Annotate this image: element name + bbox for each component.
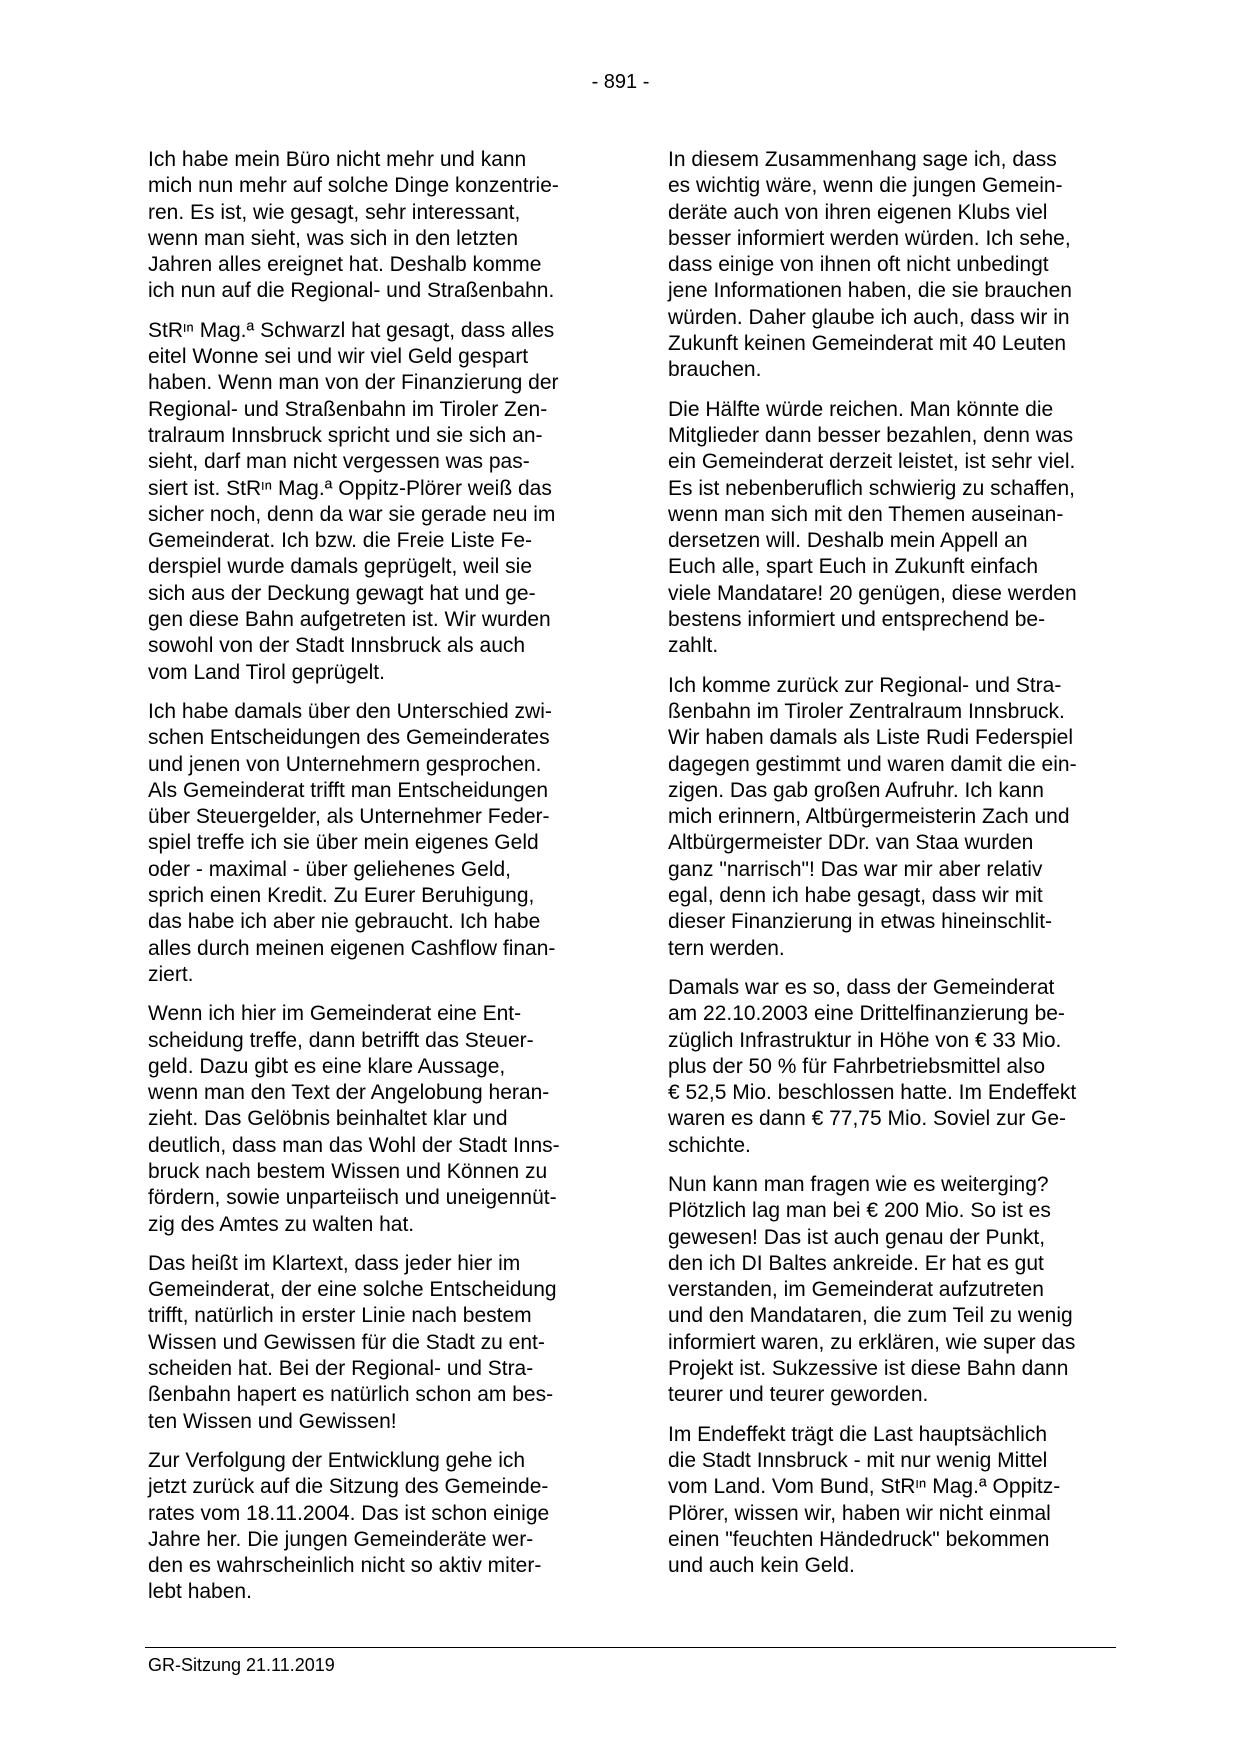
text-line: Wir haben damals als Liste Rudi Federspiel bbox=[668, 726, 1074, 750]
text-line: jetzt zurück auf die Sitzung des Gemeinde- bbox=[148, 1475, 549, 1499]
text-line: Plörer, wissen wir, haben wir nicht einmal bbox=[668, 1501, 1051, 1525]
text-line: und jenen von Unternehmern gesprochen. bbox=[148, 752, 542, 776]
text-line: Zur Verfolgung der Entwicklung gehe ich bbox=[148, 1448, 526, 1472]
text-line: vom Land Tirol geprügelt. bbox=[148, 660, 385, 684]
text-line: den es wahrscheinlich nicht so aktiv miter- bbox=[148, 1554, 542, 1578]
text-line: es wichtig wäre, wenn die jungen Gemein- bbox=[668, 174, 1063, 198]
text-line: die Stadt Innsbruck - mit nur wenig Mittel bbox=[668, 1448, 1048, 1472]
text-line: sowohl von der Stadt Innsbruck als auch bbox=[148, 634, 526, 658]
text-line: dagegen gestimmt und waren damit die ein- bbox=[668, 752, 1077, 776]
text-line: zigen. Das gab großen Aufruhr. Ich kann bbox=[668, 778, 1044, 802]
text-line: plus der 50 % für Fahrbetriebsmittel also bbox=[668, 1054, 1046, 1078]
text-line: vom Land. Vom Bund, StRᶦⁿ Mag.ª Oppitz- bbox=[668, 1475, 1061, 1499]
text-line: viele Mandatare! 20 genügen, diese werden bbox=[668, 581, 1077, 605]
text-line: schen Entscheidungen des Gemeinderates bbox=[148, 726, 550, 750]
text-line: Wissen und Gewissen für die Stadt zu ent- bbox=[148, 1330, 545, 1354]
text-line: ein Gemeinderat derzeit leistet, ist sehr viel. bbox=[668, 450, 1076, 474]
text-line: € 52,5 Mio. beschlossen hatte. Im Endeffekt bbox=[668, 1081, 1077, 1105]
text-line: mich nun mehr auf solche Dinge konzentrie- bbox=[148, 174, 559, 198]
footer-session-label: GR-Sitzung 21.11.2019 bbox=[148, 1655, 335, 1675]
text-line: gen diese Bahn aufgetreten ist. Wir wurden bbox=[148, 608, 551, 632]
page-number: - 891 - bbox=[591, 71, 650, 93]
text-line: ßenbahn im Tiroler Zentralraum Innsbruck. bbox=[668, 699, 1065, 723]
paragraph bbox=[668, 1422, 1120, 1580]
paragraph bbox=[668, 975, 1120, 1159]
right-column bbox=[668, 147, 1120, 1592]
text-line: am 22.10.2003 eine Drittelfinanzierung be- bbox=[668, 1002, 1065, 1026]
text-line: Die Hälfte würde reichen. Man könnte die bbox=[668, 397, 1054, 421]
text-line: Jahren alles ereignet hat. Deshalb komme bbox=[148, 253, 542, 277]
text-line: ten Wissen und Gewissen! bbox=[148, 1409, 397, 1433]
text-line: einen "feuchten Händedruck" bekommen bbox=[668, 1527, 1050, 1551]
text-line: ßenbahn hapert es natürlich schon am bes- bbox=[148, 1383, 554, 1407]
text-line: verstanden, im Gemeinderat aufzutreten bbox=[668, 1278, 1044, 1302]
text-line: spiel treffe ich sie über mein eigenes Geld bbox=[148, 831, 539, 855]
text-line: Nun kann man fragen wie es weiterging? bbox=[668, 1172, 1049, 1196]
text-line: deutlich, dass man das Wohl der Stadt Inns- bbox=[148, 1133, 560, 1157]
text-line: waren es dann € 77,75 Mio. Soviel zur Ge- bbox=[668, 1107, 1067, 1131]
text-line: Mitglieder dann besser bezahlen, denn was bbox=[668, 423, 1074, 447]
text-line: trifft, natürlich in erster Linie nach bestem bbox=[148, 1304, 532, 1328]
paragraph bbox=[148, 699, 600, 988]
text-line: mich erinnern, Altbürgermeisterin Zach und bbox=[668, 805, 1070, 829]
text-line: ziert. bbox=[148, 962, 194, 986]
text-line: siert ist. StRᶦⁿ Mag.ª Oppitz-Plörer weiß das bbox=[148, 476, 552, 500]
footer-divider bbox=[145, 1647, 1116, 1648]
text-line: gewesen! Das ist auch genau der Punkt, bbox=[668, 1225, 1046, 1249]
text-line: bestens informiert und entsprechend be- bbox=[668, 608, 1046, 632]
paragraph bbox=[668, 673, 1120, 962]
text-line: geld. Dazu gibt es eine klare Aussage, bbox=[148, 1054, 506, 1078]
paragraph bbox=[148, 1251, 600, 1435]
text-line: ganz "narrisch"! Das war mir aber relativ bbox=[668, 857, 1043, 881]
text-line: rates vom 18.11.2004. Das ist schon einige bbox=[148, 1501, 550, 1525]
text-line: zahlt. bbox=[668, 634, 719, 658]
text-line: wenn man sieht, was sich in den letzten bbox=[148, 226, 519, 250]
text-line: züglich Infrastruktur in Höhe von € 33 Mio. bbox=[668, 1028, 1062, 1052]
text-line: sieht, darf man nicht vergessen was pas- bbox=[148, 450, 530, 474]
text-line: Gemeinderat. Ich bzw. die Freie Liste Fe- bbox=[148, 529, 532, 553]
text-line: Altbürgermeister DDr. van Staa wurden bbox=[668, 831, 1034, 855]
text-line: Regional- und Straßenbahn im Tiroler Zen- bbox=[148, 397, 548, 421]
text-line: oder - maximal - über geliehenes Geld, bbox=[148, 857, 512, 881]
text-line: Ich komme zurück zur Regional- und Stra- bbox=[668, 673, 1062, 697]
paragraph bbox=[148, 147, 600, 305]
text-line: Ich habe mein Büro nicht mehr und kann bbox=[148, 148, 527, 171]
text-line: Als Gemeinderat trifft man Entscheidungen bbox=[148, 778, 548, 802]
paragraph bbox=[148, 1001, 600, 1238]
text-line: ren. Es ist, wie gesagt, sehr interessant, bbox=[148, 200, 521, 224]
text-line: sicher noch, denn da war sie gerade neu im bbox=[148, 502, 556, 526]
text-line: Zukunft keinen Gemeinderat mit 40 Leuten bbox=[668, 332, 1067, 356]
paragraph bbox=[668, 397, 1120, 660]
text-line: derspiel wurde damals geprügelt, weil sie bbox=[148, 555, 533, 579]
text-line: Gemeinderat, der eine solche Entscheidung bbox=[148, 1278, 557, 1302]
text-line: wenn man sich mit den Themen auseinan- bbox=[668, 502, 1064, 526]
text-line: Das heißt im Klartext, dass jeder hier im bbox=[148, 1251, 521, 1275]
text-line: über Steuergelder, als Unternehmer Feder- bbox=[148, 805, 550, 829]
text-line: Euch alle, spart Euch in Zukunft einfach bbox=[668, 555, 1039, 579]
text-line: tralraum Innsbruck spricht und sie sich an- bbox=[148, 423, 543, 447]
text-line: zieht. Das Gelöbnis beinhaltet klar und bbox=[148, 1107, 508, 1131]
text-line: Es ist nebenberuflich schwierig zu schaffen, bbox=[668, 476, 1075, 500]
text-line: egal, denn ich habe gesagt, dass wir mit bbox=[668, 884, 1043, 908]
text-line: Im Endeffekt trägt die Last hauptsächlich bbox=[668, 1422, 1048, 1446]
text-line: scheidung treffe, dann betrifft das Steuer- bbox=[148, 1028, 534, 1052]
text-line: haben. Wenn man von der Finanzierung der bbox=[148, 371, 559, 395]
text-line: jene Informationen haben, die sie brauchen bbox=[668, 279, 1072, 303]
paragraph bbox=[148, 1448, 600, 1606]
text-line: dieser Finanzierung in etwas hineinschlit- bbox=[668, 910, 1053, 934]
text-line: informiert waren, zu erklären, wie super das bbox=[668, 1330, 1076, 1354]
text-line: Plötzlich lag man bei € 200 Mio. So ist es bbox=[668, 1199, 1051, 1223]
text-line: wenn man den Text der Angelobung heran- bbox=[148, 1081, 550, 1105]
text-line: den ich DI Baltes ankreide. Er hat es gut bbox=[668, 1251, 1044, 1275]
text-line: ich nun auf die Regional- und Straßenbahn. bbox=[148, 279, 555, 303]
left-column bbox=[148, 147, 600, 1619]
text-line: Wenn ich hier im Gemeinderat eine Ent- bbox=[148, 1002, 522, 1026]
text-line: schichte. bbox=[668, 1133, 751, 1157]
text-line: Jahre her. Die jungen Gemeinderäte wer- bbox=[148, 1527, 534, 1551]
text-line: sprich einen Kredit. Zu Eurer Beruhigung, bbox=[148, 884, 535, 908]
text-line: teurer und teurer geworden. bbox=[668, 1383, 929, 1407]
text-line: scheiden hat. Bei der Regional- und Stra- bbox=[148, 1357, 534, 1381]
paragraph bbox=[148, 318, 600, 686]
text-line: Damals war es so, dass der Gemeinderat bbox=[668, 975, 1055, 999]
text-line: tern werden. bbox=[668, 936, 785, 960]
text-line: Projekt ist. Sukzessive ist diese Bahn dann bbox=[668, 1357, 1069, 1381]
text-line: zig des Amtes zu walten hat. bbox=[148, 1212, 415, 1236]
text-line: und den Mandataren, die zum Teil zu wenig bbox=[668, 1304, 1073, 1328]
text-line: fördern, sowie unparteiisch und uneigennüt- bbox=[148, 1186, 557, 1210]
text-line: das habe ich aber nie gebraucht. Ich habe bbox=[148, 910, 541, 934]
text-line: und auch kein Geld. bbox=[668, 1554, 855, 1578]
text-line: dersetzen will. Deshalb mein Appell an bbox=[668, 529, 1028, 553]
text-line: eitel Wonne sei und wir viel Geld gespart bbox=[148, 345, 529, 369]
text-line: In diesem Zusammenhang sage ich, dass bbox=[668, 148, 1057, 171]
text-line: besser informiert werden würden. Ich sehe, bbox=[668, 226, 1071, 250]
text-line: StRᶦⁿ Mag.ª Schwarzl hat gesagt, dass alles bbox=[148, 318, 555, 342]
text-line: würden. Daher glaube ich auch, dass wir in bbox=[668, 305, 1070, 329]
text-line: lebt haben. bbox=[148, 1580, 252, 1604]
text-line: brauchen. bbox=[668, 358, 762, 382]
text-line: Ich habe damals über den Unterschied zwi- bbox=[148, 699, 552, 723]
paragraph bbox=[668, 1172, 1120, 1409]
paragraph bbox=[668, 147, 1120, 384]
text-line: sich aus der Deckung gewagt hat und ge- bbox=[148, 581, 536, 605]
text-line: alles durch meinen eigenen Cashflow finan- bbox=[148, 936, 556, 960]
text-line: bruck nach bestem Wissen und Können zu bbox=[148, 1159, 548, 1183]
text-line: deräte auch von ihren eigenen Klubs viel bbox=[668, 200, 1048, 224]
text-line: dass einige von ihnen oft nicht unbedingt bbox=[668, 253, 1049, 277]
